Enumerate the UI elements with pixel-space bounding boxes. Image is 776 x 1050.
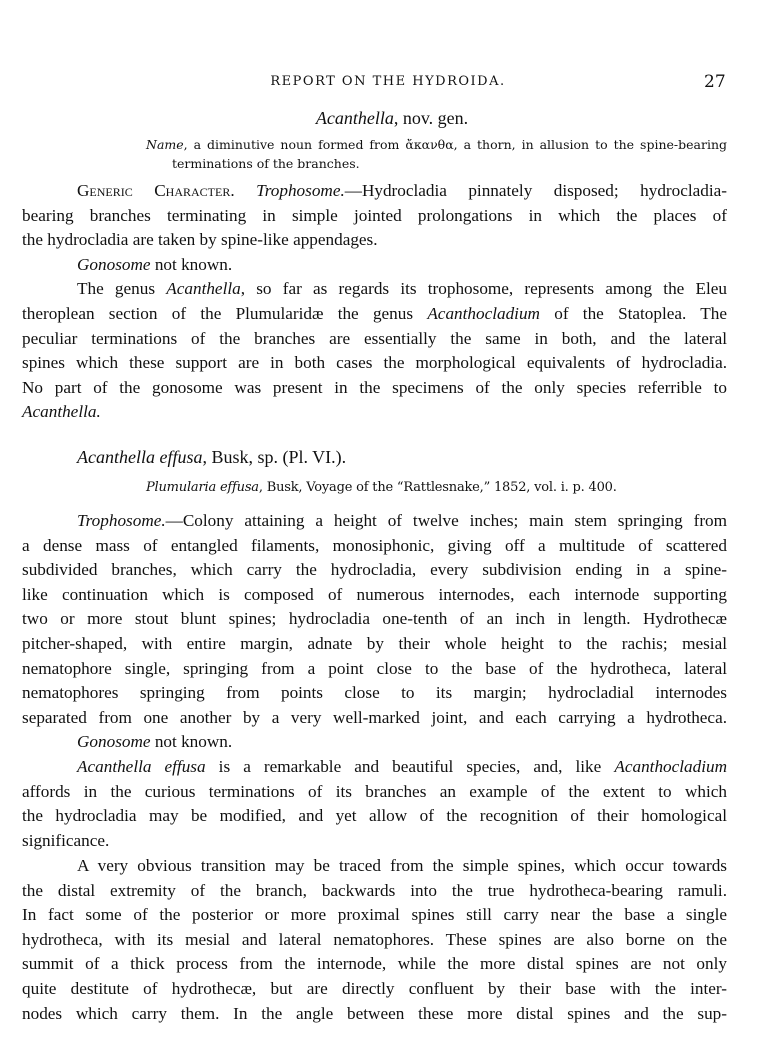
text-line [22, 302, 727, 327]
text-span: theroplean section of the Plumularidæ the genus [22, 303, 428, 323]
text-span: separated from one another by a very well-marked joint, and each carrying a hydrotheca. [22, 707, 727, 727]
text-span: pitcher-shaped, with entire margin, adnate by their whole height to the rachis; mesial [22, 633, 727, 653]
text-span: , so far as regards its trophosome, represents among the Eleu [240, 279, 727, 299]
text-span: hydrotheca, with its mesial and lateral nematophores. These spines are also borne on the [22, 929, 727, 949]
genus-heading [0, 108, 776, 129]
text-line [22, 204, 727, 229]
small-caps-text: Generic Character. [77, 181, 235, 200]
text-line [22, 657, 727, 682]
genus-name: Acanthella [315, 108, 394, 128]
italic-text: Acanthocladium [614, 756, 728, 776]
text-line [22, 583, 727, 608]
italic-text: Gonosome [77, 732, 151, 752]
text-span: two or more stout blunt spines; hydrocladia one-tenth of an inch in length. Hydrothecæ [22, 609, 727, 629]
text-span: the hydrocladia may be modified, and yet allow of the recognition of their homological [22, 806, 727, 826]
text-line [22, 400, 727, 425]
text-line [22, 780, 727, 805]
text-line [22, 952, 727, 977]
genus-heading-rest: , nov. gen. [393, 108, 469, 128]
italic-text: Gonosome [77, 254, 151, 274]
etymology-note [146, 135, 727, 173]
text-span: —Colony attaining a height of twelve inches; main stem springing from [165, 511, 727, 530]
synonym-citation [146, 480, 617, 495]
text-line [22, 509, 727, 534]
text-span [235, 181, 256, 200]
text-line [22, 977, 727, 1002]
text-span: quite destitute of hydrothecæ, but are directly confluent by their base with the inter- [22, 978, 727, 998]
synonym-rest: , Busk, Voyage of the “Rattlesnake,” 1852, vol. i. p. 400. [258, 480, 617, 495]
text-line [22, 228, 727, 253]
text-line [22, 903, 727, 928]
text-span: nodes which carry them. In the angle between these more distal spines and the sup- [22, 1003, 727, 1023]
text-span: is a remarkable and beautiful species, and, like [205, 756, 615, 776]
text-line [22, 854, 727, 879]
italic-text: Trophosome. [256, 181, 345, 200]
page-number: 27 [704, 72, 726, 92]
text-line [22, 632, 727, 657]
text-span: The genus [77, 279, 167, 299]
text-span: —Hydrocladia pinnately disposed; hydrocladia- [344, 181, 727, 200]
species-heading [77, 447, 346, 468]
text-span: , a diminutive noun formed from ἄκανθα, a thorn, in allusion to the spine-bearing [183, 137, 727, 152]
text-span: nematophore single, springing from a point close to the base of the hydrotheca, lateral [22, 658, 727, 678]
text-span: A very obvious transition may be traced from the simple spines, which occur towards [77, 856, 727, 875]
text-line [22, 253, 727, 278]
text-span: like continuation which is composed of numerous internodes, each internode supporting [22, 584, 727, 604]
text-line [22, 327, 727, 352]
text-span: terminations of the branches. [172, 156, 360, 171]
text-line [22, 534, 727, 559]
text-span: not known. [150, 254, 233, 274]
text-line [22, 607, 727, 632]
text-line [22, 376, 727, 401]
text-span: In fact some of the posterior or more proximal spines still carry near the base a single [22, 905, 727, 925]
running-head: REPORT ON THE HYDROIDA. [270, 74, 506, 89]
text-span: No part of the gonosome was present in the specimens of the only species referrible to [22, 377, 727, 397]
text-span: subdivided branches, which carry the hydrocladia, every subdivision ending in a spine- [22, 560, 727, 580]
text-span: the distal extremity of the branch, backwards into the true hydrotheca-bearing ramuli. [22, 880, 727, 900]
text-span: not known. [150, 732, 233, 752]
text-line [22, 681, 727, 706]
species-description [22, 509, 727, 853]
text-line [22, 879, 727, 904]
text-line [22, 755, 727, 780]
text-line [22, 804, 727, 829]
italic-text: Name [146, 137, 184, 152]
text-line [22, 179, 727, 204]
text-span: a dense mass of entangled filaments, monosiphonic, giving off a multitude of scattered [22, 535, 727, 555]
text-line [22, 928, 727, 953]
species-heading-rest: , Busk, sp. (Pl. VI.). [202, 447, 347, 467]
text-span: the hydrocladia are taken by spine-like appendages. [22, 230, 378, 250]
text-line [22, 730, 727, 755]
text-line [22, 558, 727, 583]
text-line [22, 829, 727, 854]
synonym-name: Plumularia effusa [146, 480, 259, 495]
text-span: affords in the curious terminations of its branches an example of the extent to which [22, 781, 727, 801]
italic-text: Acanthella. [22, 402, 101, 422]
text-span: peculiar terminations of the branches are essentially the same in both, and the lateral [22, 328, 727, 348]
italic-text: Trophosome. [77, 511, 166, 530]
italic-text: Acanthella [166, 279, 241, 299]
italic-text: Acanthella effusa [77, 756, 206, 776]
generic-character-section [22, 179, 727, 425]
text-line [22, 1002, 727, 1027]
text-span: of the Statoplea. The [539, 303, 727, 323]
text-line [22, 277, 727, 302]
text-line [22, 706, 727, 731]
transition-paragraph [22, 854, 727, 1026]
italic-text: Acanthocladium [427, 303, 540, 323]
text-line [22, 351, 727, 376]
text-span: summit of a thick process from the internode, while the more distal spines are not only [22, 954, 727, 974]
text-line [146, 154, 727, 173]
text-span: significance. [22, 830, 110, 850]
text-span: spines which these support are in both cases the morphological equivalents of hydrocladia. [22, 353, 727, 373]
text-span: bearing branches terminating in simple jointed prolongations in which the places of [22, 205, 727, 225]
text-line [146, 135, 727, 154]
text-span: nematophores springing from points close to its margin; hydrocladial internodes [22, 683, 727, 703]
species-name: Acanthella effusa [77, 447, 203, 467]
